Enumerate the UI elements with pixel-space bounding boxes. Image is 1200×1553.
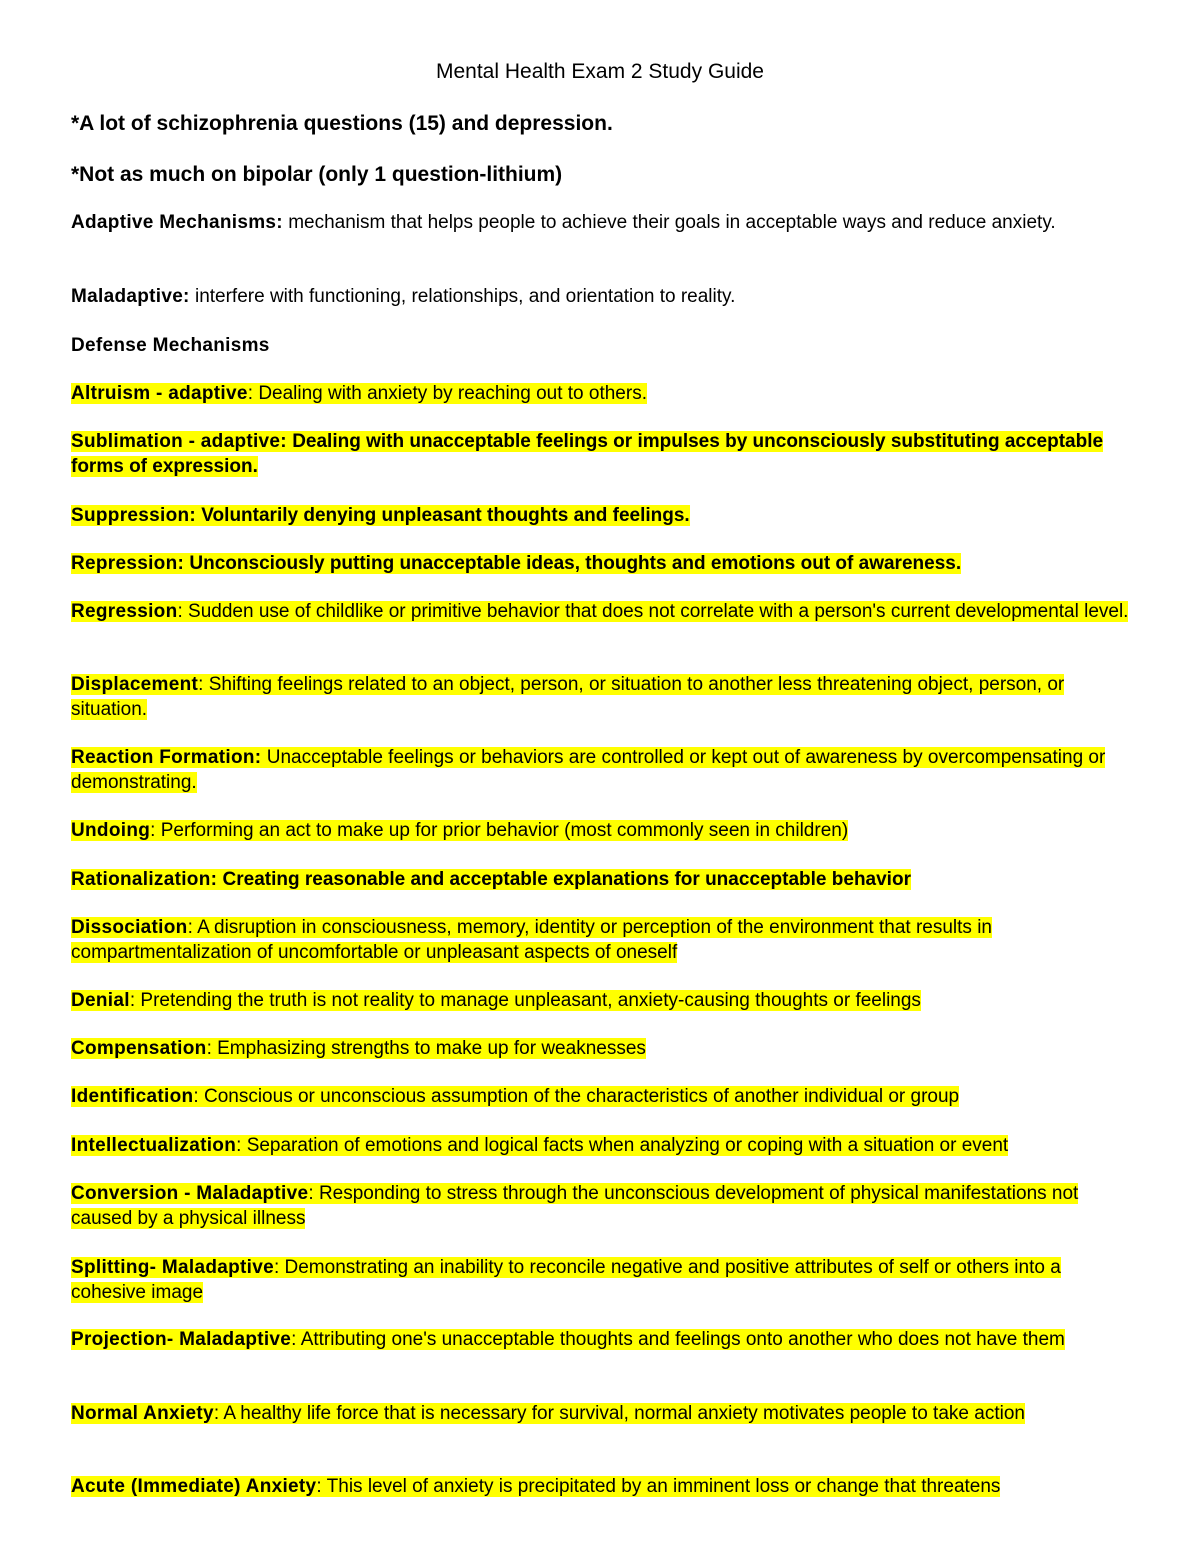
- entry-rationalization: [71, 867, 1133, 892]
- entry-term: Displacement: [71, 674, 199, 695]
- entry-definition: Dealing with unacceptable feelings or impulses by unconsciously substituting acceptable forms of expression.: [71, 431, 1104, 477]
- entry-definition: interfere with functioning, relationships, and orientation to reality.: [194, 286, 736, 307]
- entry-definition: Pretending the truth is not reality to manage unpleasant, anxiety-causing thoughts or feelings: [140, 990, 921, 1011]
- entry-term: Suppression:: [71, 505, 197, 526]
- entry-adaptive-mechanisms: [71, 210, 1133, 235]
- entry-definition: Dealing with anxiety by reaching out to others.: [258, 383, 647, 404]
- entry-definition: Demonstrating an inability to reconcile negative and positive attributes of self or others into a cohesive image: [71, 1257, 1061, 1303]
- entry-maladaptive: [71, 284, 1133, 309]
- entry-definition: Emphasizing strengths to make up for weaknesses: [217, 1038, 646, 1059]
- entry-suppression: [71, 503, 1133, 528]
- entry-definition: Voluntarily denying unpleasant thoughts and feelings.: [201, 505, 690, 526]
- entry-term: Denial: [71, 990, 130, 1011]
- entry-term: Compensation: [71, 1038, 207, 1059]
- entry-term: Rationalization:: [71, 869, 218, 890]
- entry-normal-anxiety: Normal Anxiety: A healthy life force that is necessary for survival, normal anxiety motivates people to take action: [71, 1403, 1025, 1424]
- entry-dissociation: Dissociation: A disruption in consciousness, memory, identity or perception of the environment that results in compartmentalization of uncomfortable or unpleasant aspects of oneself: [71, 917, 992, 963]
- entry-definition: A healthy life force that is necessary for survival, normal anxiety motivates people to take action: [223, 1403, 1025, 1424]
- entry-compensation: Compensation: Emphasizing strengths to make up for weaknesses: [71, 1038, 646, 1059]
- entry-definition: Separation of emotions and logical facts when analyzing or coping with a situation or event: [246, 1135, 1009, 1156]
- entry-term: Repression:: [71, 553, 185, 574]
- entry-acute-anxiety: Acute (Immediate) Anxiety: This level of anxiety is precipitated by an imminent loss or change that threatens: [71, 1476, 1001, 1497]
- entry-definition: Unacceptable feelings or behaviors are controlled or kept out of awareness by overcompensating or demonstrating.: [71, 747, 1106, 793]
- page-title: Mental Health Exam 2 Study Guide: [435, 60, 764, 83]
- entry-definition: Creating reasonable and acceptable explanations for unacceptable behavior: [222, 869, 911, 890]
- entry-altruism: Altruism - adaptive: Dealing with anxiety by reaching out to others.: [71, 383, 647, 404]
- entry-denial: Denial: Pretending the truth is not reality to manage unpleasant, anxiety-causing thoughts or feelings: [71, 990, 921, 1011]
- entry-term: Dissociation: [71, 917, 188, 938]
- entry-splitting: Splitting- Maladaptive: Demonstrating an inability to reconcile negative and positive attributes of self or others into a cohesive image: [71, 1257, 1061, 1303]
- entry-displacement: Displacement: Shifting feelings related to an object, person, or situation to another less threatening object, person, or situation.: [71, 674, 1065, 720]
- entry-definition: Unconsciously putting unacceptable ideas, thoughts and emotions out of awareness.: [189, 553, 962, 574]
- entry-term: Reaction Formation:: [71, 747, 262, 768]
- entry-definition: Shifting feelings related to an object, person, or situation to another less threatening object, person, or situation.: [71, 674, 1065, 720]
- entry-term: Regression: [71, 601, 178, 622]
- entry-definition: mechanism that helps people to achieve their goals in acceptable ways and reduce anxiety.: [288, 212, 1056, 233]
- entry-definition: This level of anxiety is precipitated by an imminent loss or change that threatens: [326, 1476, 1001, 1497]
- entry-term: Sublimation - adaptive:: [71, 431, 287, 452]
- entry-definition: Conscious or unconscious assumption of the characteristics of another individual or group: [203, 1086, 960, 1107]
- entry-definition: Performing an act to make up for prior behavior (most commonly seen in children): [160, 820, 849, 841]
- entry-repression: [71, 551, 1133, 576]
- entry-definition: A disruption in consciousness, memory, identity or perception of the environment that results in compartmentalization of uncomfortable or unpleasant aspects of oneself: [71, 917, 992, 963]
- entry-term: Intellectualization: [71, 1135, 237, 1156]
- entry-definition: Sudden use of childlike or primitive behavior that does not correlate with a person's current developmental level.: [188, 601, 1129, 622]
- entry-term: Normal Anxiety: [71, 1403, 214, 1424]
- entry-conversion: Conversion - Maladaptive: Responding to stress through the unconscious development of physical manifestations not caused by a physical illness: [71, 1183, 1079, 1229]
- entry-regression: Regression: Sudden use of childlike or primitive behavior that does not correlate with a person's current developmental level.: [71, 601, 1129, 622]
- entry-sublimation: [71, 429, 1133, 479]
- entry-intellectualization: Intellectualization: Separation of emotions and logical facts when analyzing or coping with a situation or event: [71, 1135, 1009, 1156]
- entry-term: Adaptive Mechanisms:: [71, 212, 283, 233]
- entry-definition: Responding to stress through the unconscious development of physical manifestations not caused by a physical illness: [71, 1183, 1079, 1229]
- entry-term: Maladaptive:: [71, 286, 190, 307]
- entry-reaction-formation: [71, 745, 1133, 795]
- entry-identification: Identification: Conscious or unconscious assumption of the characteristics of another individual or group: [71, 1086, 960, 1107]
- entry-term: Altruism - adaptive: [71, 383, 248, 404]
- entry-projection: Projection- Maladaptive: Attributing one's unacceptable thoughts and feelings onto another who does not have them: [71, 1329, 1065, 1350]
- entry-term: Projection- Maladaptive: [71, 1329, 292, 1350]
- entry-term: Identification: [71, 1086, 194, 1107]
- exam-note-bipolar: *Not as much on bipolar (only 1 question-lithium): [71, 163, 563, 186]
- entry-undoing: Undoing: Performing an act to make up for prior behavior (most commonly seen in children): [71, 820, 849, 841]
- entry-definition: Attributing one's unacceptable thoughts and feelings onto another who does not have them: [300, 1329, 1065, 1350]
- entry-term: Acute (Immediate) Anxiety: [71, 1476, 317, 1497]
- section-heading: Defense Mechanisms: [71, 335, 270, 356]
- entry-term: Splitting- Maladaptive: [71, 1257, 274, 1278]
- entry-term: Undoing: [71, 820, 151, 841]
- entry-term: Conversion - Maladaptive: [71, 1183, 309, 1204]
- section-heading-defense-mechanisms: [71, 333, 1133, 358]
- exam-note-schizophrenia: *A lot of schizophrenia questions (15) and depression.: [71, 112, 613, 135]
